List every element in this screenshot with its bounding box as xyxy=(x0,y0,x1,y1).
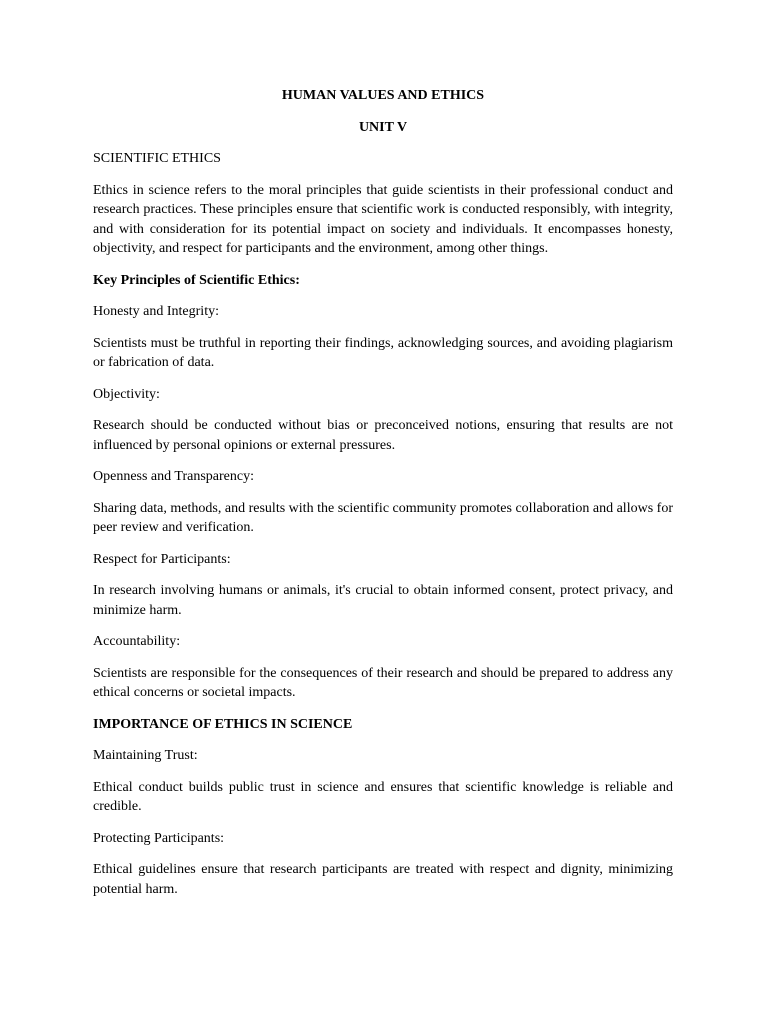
section-heading: SCIENTIFIC ETHICS xyxy=(93,151,221,166)
importance-text: Ethical guidelines ensure that research participants are treated with respect and dignity, minimizing potential harm. xyxy=(93,862,673,897)
principle-text: Sharing data, methods, and results with the scientific community promotes collaboration and allows for peer review and verification. xyxy=(93,500,673,535)
principle-label: Objectivity: xyxy=(93,386,160,402)
principle-text: Scientists must be truthful in reporting their findings, acknowledging sources, and avoiding plagiarism or fabrication of data. xyxy=(93,335,673,370)
principle-text: Scientists are responsible for the consequences of their research and should be prepared to address any ethical concerns or societal impacts. xyxy=(93,665,673,700)
document-title: HUMAN VALUES AND ETHICS xyxy=(281,88,485,103)
principle-label: Honesty and Integrity: xyxy=(93,304,219,319)
principle-label: Accountability: xyxy=(93,634,181,649)
principle-label: Openness and Transparency: xyxy=(93,469,254,484)
principle-label: Respect for Participants: xyxy=(93,551,231,567)
importance-text: Ethical conduct builds public trust in science and ensures that scientific knowledge is reliable and credible. xyxy=(93,779,673,814)
principle-text: Research should be conducted without bias or preconceived notions, ensuring that results are not influenced by personal opinions or external pressures. xyxy=(93,418,673,453)
intro-paragraph: Ethics in science refers to the moral principles that guide scientists in their professional conduct and research practices. These principles ensure that scientific work is conducted responsibly, with integrity, and with consideration for its potential impact on society and individuals. It encompasses honesty, objectivity, and respect for participants and the environment, among other things. xyxy=(93,182,673,256)
unit-title: UNIT V xyxy=(358,119,408,135)
key-principles-heading: Key Principles of Scientific Ethics: xyxy=(93,272,300,288)
importance-label: Protecting Participants: xyxy=(93,830,225,846)
principle-text: In research involving humans or animals, it's crucial to obtain informed consent, protect privacy, and minimize harm. xyxy=(93,583,673,618)
importance-label: Maintaining Trust: xyxy=(93,748,198,763)
importance-heading: IMPORTANCE OF ETHICS IN SCIENCE xyxy=(93,716,353,732)
document-page xyxy=(93,86,673,911)
